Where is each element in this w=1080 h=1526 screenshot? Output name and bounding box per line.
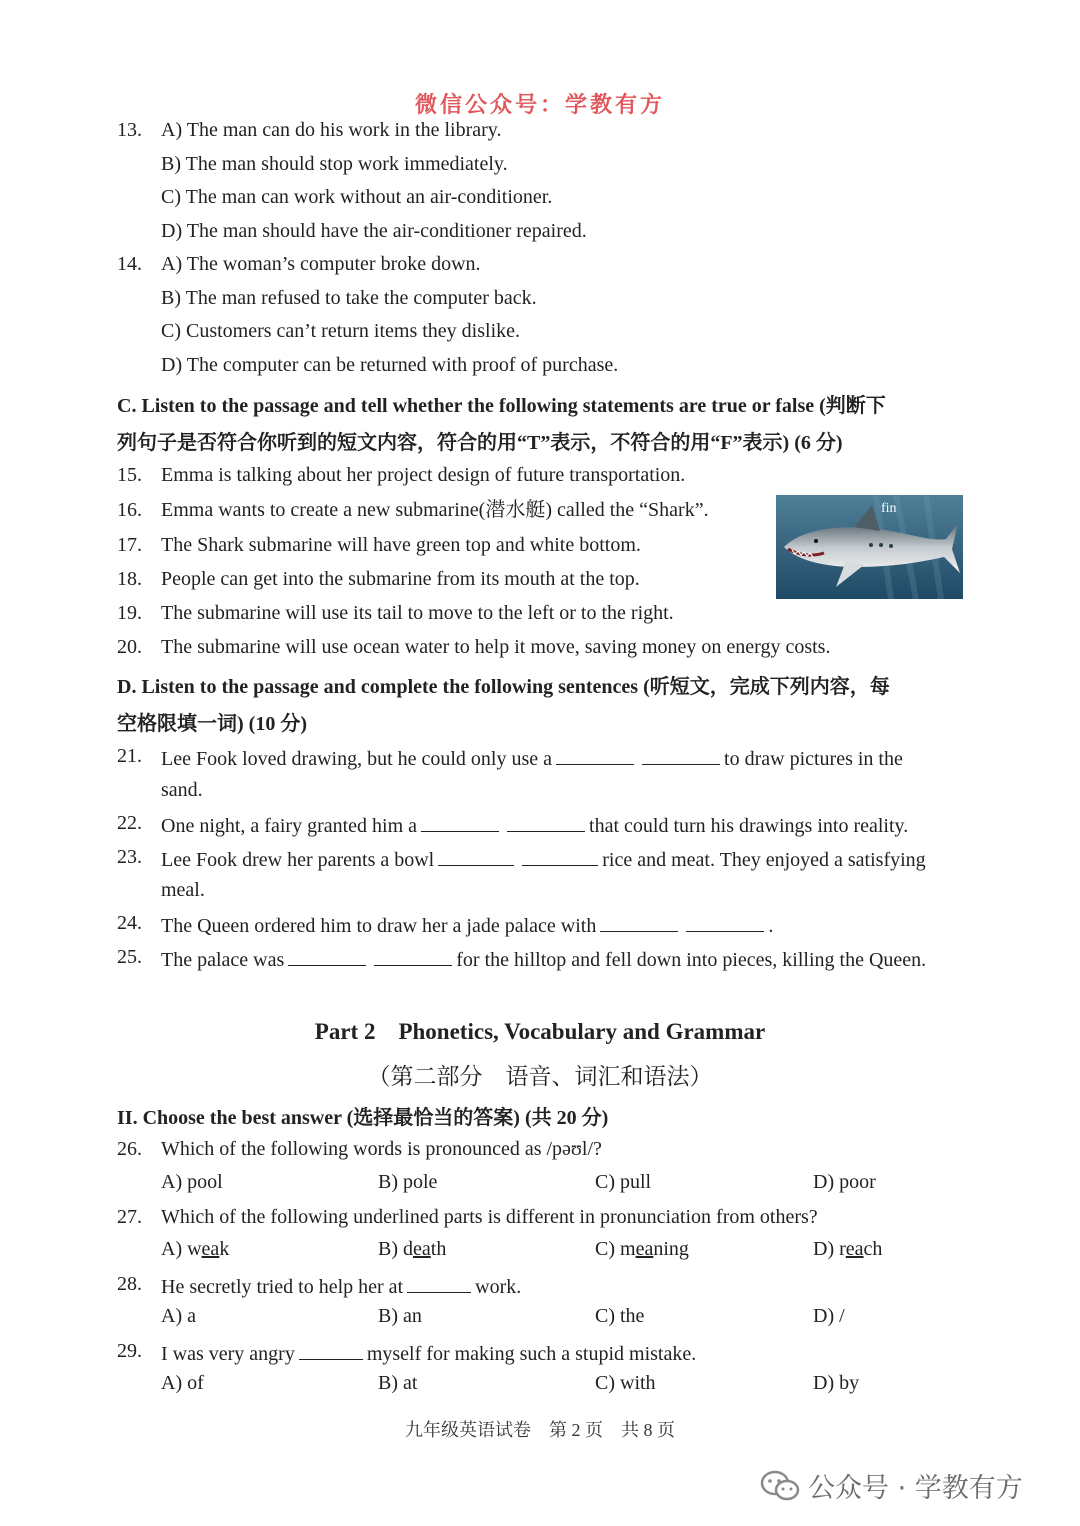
part2-title: Part 2 Phonetics, Vocabulary and Grammar xyxy=(314,1019,766,1044)
text-segment: th xyxy=(430,1238,447,1260)
text-segment: I was very angry xyxy=(161,1343,295,1365)
question-text xyxy=(161,1272,521,1299)
text-segment: myself for making such a stupid mistake. xyxy=(366,1343,697,1365)
answer-blank[interactable] xyxy=(507,811,585,832)
wechat-icon xyxy=(760,1469,800,1503)
text-segment: k xyxy=(219,1238,230,1260)
underlined-part: ea xyxy=(413,1238,431,1260)
question-number: 16. xyxy=(117,499,142,521)
answer-blank[interactable] xyxy=(600,911,678,932)
question-text xyxy=(161,945,926,972)
question-number: 15. xyxy=(117,464,142,486)
text-segment: The palace was xyxy=(161,949,285,971)
answer-blank[interactable] xyxy=(374,945,452,966)
q26-option-a[interactable]: A) pool xyxy=(161,1171,223,1193)
question-text: The submarine will use its tail to move to the left or to the right. xyxy=(161,602,674,624)
question-text: Emma wants to create a new submarine(潜水艇) called the “Shark”. xyxy=(161,499,709,521)
question-text: Which of the following underlined parts is different in pronunciation from others? xyxy=(161,1206,818,1228)
text-segment: to draw pictures in the xyxy=(724,748,903,770)
question-number: 20. xyxy=(117,636,142,658)
section-ii-heading: II. Choose the best answer (选择最恰当的答案) (共 20 分) xyxy=(117,1107,609,1129)
underlined-part: ea xyxy=(201,1238,220,1260)
question-text: Which of the following words is pronounced as /pəʊl/? xyxy=(161,1138,602,1160)
question-number: 29. xyxy=(117,1340,142,1362)
question-number: 19. xyxy=(117,602,142,624)
question-text: The submarine will use ocean water to help it move, saving money on energy costs. xyxy=(161,636,831,658)
answer-blank[interactable] xyxy=(421,811,499,832)
q14-option-d: D) The computer can be returned with proof of purchase. xyxy=(161,354,619,376)
q26-option-b[interactable]: B) pole xyxy=(378,1171,438,1193)
text-segment: ning xyxy=(653,1238,689,1260)
text-segment: D) r xyxy=(813,1238,846,1260)
question-text: The Shark submarine will have green top and white bottom. xyxy=(161,534,641,556)
question-number: 14. xyxy=(117,253,142,275)
q28-option-a[interactable]: A) a xyxy=(161,1305,196,1327)
question-text: Emma is talking about her project design of future transportation. xyxy=(161,464,686,486)
q27-option-c[interactable] xyxy=(595,1238,689,1261)
text-segment: B) d xyxy=(378,1238,413,1260)
answer-blank[interactable] xyxy=(642,744,720,765)
q13-option-b: B) The man should stop work immediately. xyxy=(161,153,508,175)
q27-option-b[interactable] xyxy=(378,1238,446,1261)
text-segment: He secretly tried to help her at xyxy=(161,1276,404,1298)
q26-option-c[interactable]: C) pull xyxy=(595,1171,652,1193)
q27-option-a[interactable] xyxy=(161,1238,229,1261)
text-segment: One night, a fairy granted him a xyxy=(161,815,418,837)
section-c-heading-line1: C. Listen to the passage and tell whether the following statements are true or false (判断下 xyxy=(117,395,886,417)
text-segment: Lee Fook loved drawing, but he could only use a xyxy=(161,748,553,770)
q29-option-d[interactable]: D) by xyxy=(813,1372,860,1394)
fin-label: fin xyxy=(881,501,897,516)
answer-blank[interactable] xyxy=(407,1272,471,1293)
question-number: 28. xyxy=(117,1273,142,1295)
answer-blank[interactable] xyxy=(686,911,764,932)
question-text xyxy=(161,1339,696,1366)
question-number: 24. xyxy=(117,912,142,934)
q14-option-c: C) Customers can’t return items they dislike. xyxy=(161,320,521,342)
question-text xyxy=(161,845,926,872)
q28-option-d[interactable]: D) / xyxy=(813,1305,845,1327)
question-number: 18. xyxy=(117,568,142,590)
text-segment: ch xyxy=(863,1238,883,1260)
q29-option-b[interactable]: B) at xyxy=(378,1372,418,1394)
section-d-heading-line1: D. Listen to the passage and complete the following sentences (听短文，完成下列内容，每 xyxy=(117,676,890,698)
q28-option-c[interactable]: C) the xyxy=(595,1305,645,1327)
text-segment: that could turn his drawings into reality. xyxy=(589,815,909,837)
answer-blank[interactable] xyxy=(288,945,366,966)
text-segment: for the hilltop and fell down into pieces, killing the Queen. xyxy=(456,949,927,971)
underlined-part: ea xyxy=(845,1238,864,1260)
q14-option-b: B) The man refused to take the computer back. xyxy=(161,287,537,309)
question-text xyxy=(161,811,908,838)
question-text xyxy=(161,911,773,938)
header-watermark: 微信公众号：学教有方 xyxy=(414,93,665,118)
q14-option-a: A) The woman’s computer broke down. xyxy=(161,253,481,275)
text-segment: C) m xyxy=(595,1238,636,1260)
text-segment: The Queen ordered him to draw her a jade palace with xyxy=(161,915,597,937)
part2-subtitle: （第二部分 语音、词汇和语法） xyxy=(367,1064,713,1089)
answer-blank[interactable] xyxy=(556,744,634,765)
question-number: 21. xyxy=(117,745,142,767)
text-segment: work. xyxy=(475,1276,522,1298)
answer-blank[interactable] xyxy=(522,845,598,866)
q23-continuation: meal. xyxy=(161,879,205,901)
text-segment: Lee Fook drew her parents a bowl xyxy=(161,849,435,871)
question-number: 27. xyxy=(117,1206,142,1228)
question-number: 26. xyxy=(117,1138,142,1160)
q21-continuation: sand. xyxy=(161,779,203,801)
q29-option-c[interactable]: C) with xyxy=(595,1372,656,1394)
question-number: 13. xyxy=(117,119,142,141)
question-number: 23. xyxy=(117,846,142,868)
underlined-part: ea xyxy=(635,1238,654,1260)
answer-blank[interactable] xyxy=(299,1339,363,1360)
page-footer: 九年级英语试卷 第 2 页 共 8 页 xyxy=(405,1420,675,1440)
question-number: 17. xyxy=(117,534,142,556)
question-number: 22. xyxy=(117,812,142,834)
text-segment: . xyxy=(768,915,774,937)
text-segment: A) w xyxy=(161,1238,202,1260)
q13-option-a: A) The man can do his work in the library. xyxy=(161,119,502,141)
footer-watermark xyxy=(760,1466,1023,1505)
question-text: People can get into the submarine from its mouth at the top. xyxy=(161,568,640,590)
section-c-heading-line2: 列句子是否符合你听到的短文内容，符合的用“T”表示，不符合的用“F”表示) (6 分) xyxy=(117,432,843,454)
q28-option-b[interactable]: B) an xyxy=(378,1305,422,1327)
q26-option-d[interactable]: D) poor xyxy=(813,1171,876,1193)
answer-blank[interactable] xyxy=(438,845,514,866)
q29-option-a[interactable]: A) of xyxy=(161,1372,204,1394)
footer-watermark-text: 公众号 · 学教有方 xyxy=(808,1473,1023,1504)
question-text xyxy=(161,744,903,771)
q27-option-d[interactable] xyxy=(813,1238,882,1261)
question-number: 25. xyxy=(117,946,142,968)
text-segment: rice and meat. They enjoyed a satisfying xyxy=(602,849,926,871)
q13-option-d: D) The man should have the air-conditioner repaired. xyxy=(161,220,587,242)
q13-option-c: C) The man can work without an air-conditioner. xyxy=(161,186,553,208)
shark-submarine-image xyxy=(776,495,963,599)
section-d-heading-line2: 空格限填一词) (10 分) xyxy=(117,713,307,735)
